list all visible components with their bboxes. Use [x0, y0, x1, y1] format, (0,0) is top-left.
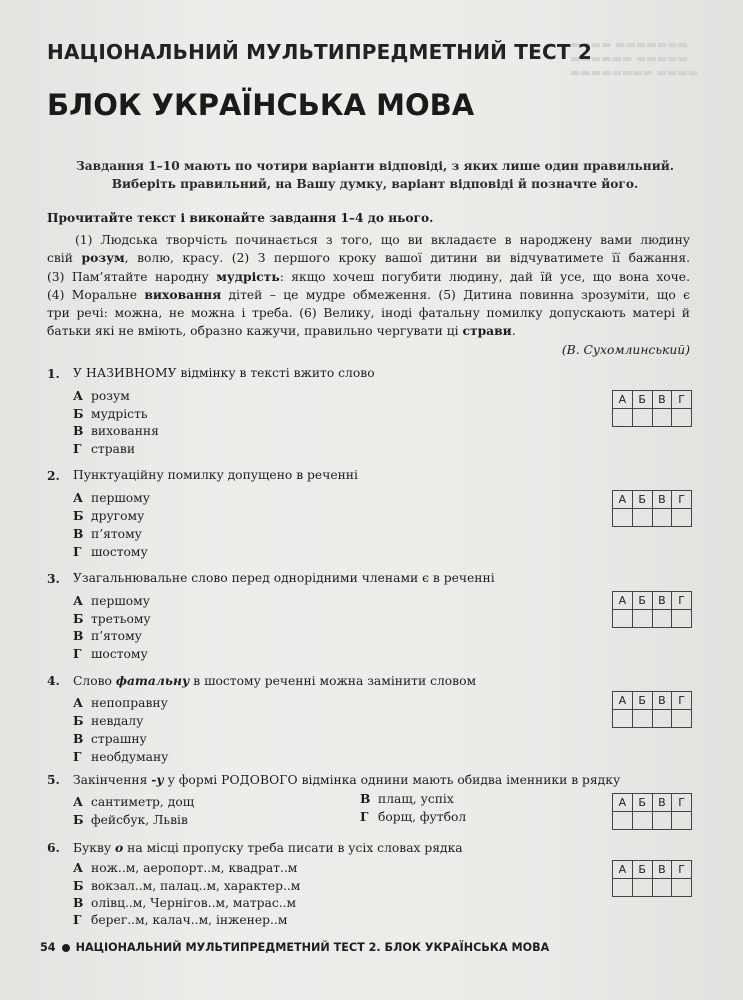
answer-cell-v[interactable]	[652, 409, 672, 427]
option-v[interactable]: В олівц..м, Чернігов..м, матрас..м	[73, 895, 297, 910]
grid-header: А	[613, 794, 633, 812]
answer-cell-g[interactable]	[672, 509, 692, 527]
grid-header: А	[613, 391, 633, 409]
answer-grid	[612, 390, 692, 427]
grid-header: Г	[672, 491, 692, 509]
passage-line: три речі: можна, не можна і треба. (6) Велику, іноді фатальну помилку допускають матері й	[47, 306, 690, 321]
option-a[interactable]: А першому	[73, 490, 150, 505]
option-b[interactable]: Б фейсбук, Львів	[73, 812, 188, 827]
reading-prompt: Прочитайте текст і виконайте завдання 1–4 до нього.	[47, 211, 434, 225]
grid-header: В	[652, 861, 672, 879]
answer-cell-b[interactable]	[632, 610, 652, 628]
answer-cell-b[interactable]	[632, 509, 652, 527]
answer-cell-a[interactable]	[613, 879, 633, 897]
keyword: мудрість	[216, 268, 280, 284]
answer-cell-b[interactable]	[632, 409, 652, 427]
option-b[interactable]: Б вокзал..м, палац..м, характер..м	[73, 878, 301, 893]
answer-cell-a[interactable]	[613, 409, 633, 427]
test-title: НАЦІОНАЛЬНИЙ МУЛЬТИПРЕДМЕТНИЙ ТЕСТ 2	[47, 40, 592, 64]
grid-header: В	[652, 592, 672, 610]
grid-header: В	[652, 794, 672, 812]
answer-cell-b[interactable]	[632, 710, 652, 728]
answer-cell-v[interactable]	[652, 710, 672, 728]
grid-header: Б	[632, 592, 652, 610]
question-stem: Закінчення -у у формі РОДОВОГО відмінка однини мають обидва іменники в рядку	[73, 772, 621, 787]
question-stem: Букву о на місці пропуску треба писати в усіх словах рядка	[73, 840, 463, 855]
answer-cell-a[interactable]	[613, 610, 633, 628]
grid-header: А	[613, 491, 633, 509]
option-b[interactable]: Б третьому	[73, 611, 151, 626]
question-number: 1.	[47, 366, 60, 381]
option-a[interactable]: А сантиметр, дощ	[73, 794, 195, 809]
option-b[interactable]: Б мудрість	[73, 406, 148, 421]
grid-header: А	[613, 861, 633, 879]
passage-line: батьки які не вміють, образно кажучи, правильно чергувати ці страви.	[47, 323, 516, 339]
answer-cell-b[interactable]	[632, 812, 652, 830]
option-g[interactable]: Г борщ, футбол	[360, 809, 467, 824]
option-v[interactable]: В виховання	[73, 423, 159, 438]
answer-cell-a[interactable]	[613, 509, 633, 527]
question-stem: Пунктуаційну помилку допущено в реченні	[73, 468, 358, 482]
passage-line: (4) Моральне виховання дітей – це мудре обмеження. (5) Дитина повинна зрозуміти, що є	[47, 286, 690, 302]
keyword: розум	[81, 250, 125, 266]
footer-text: НАЦІОНАЛЬНИЙ МУЛЬТИПРЕДМЕТНИЙ ТЕСТ 2. БЛОК УКРАЇНСЬКА МОВА	[75, 941, 550, 954]
answer-cell-g[interactable]	[672, 812, 692, 830]
instructions-line-1: Завдання 1–10 мають по чотири варіанти відповіді, з яких лише один правильний.	[75, 159, 675, 173]
grid-header: Б	[632, 794, 652, 812]
option-v[interactable]: В п’ятому	[73, 628, 142, 643]
keyword: виховання	[144, 286, 222, 302]
option-a[interactable]: А розум	[73, 388, 130, 403]
grid-header: Г	[672, 391, 692, 409]
answer-cell-g[interactable]	[672, 610, 692, 628]
grid-header: Г	[672, 692, 692, 710]
option-a[interactable]: А першому	[73, 593, 150, 608]
page-footer	[40, 941, 549, 954]
answer-grid	[612, 490, 692, 527]
answer-cell-g[interactable]	[672, 409, 692, 427]
answer-cell-a[interactable]	[613, 812, 633, 830]
answer-grid	[612, 591, 692, 628]
question-stem: Узагальнювальне слово перед однорідними членами є в реченні	[73, 571, 495, 585]
grid-header: Г	[672, 861, 692, 879]
question-stem: Слово фатальну в шостому реченні можна замінити словом	[73, 673, 477, 688]
option-g[interactable]: Г шостому	[73, 544, 148, 559]
grid-header: В	[652, 391, 672, 409]
answer-cell-a[interactable]	[613, 710, 633, 728]
answer-cell-v[interactable]	[652, 812, 672, 830]
passage-line: свій розум, волю, красу. (2) З першого кроку вашої дитини ви відчуватимете її бажання.	[47, 250, 690, 266]
grid-header: В	[652, 491, 672, 509]
option-a[interactable]: А непоправну	[73, 695, 168, 710]
option-g[interactable]: Г шостому	[73, 646, 148, 661]
answer-grid	[612, 793, 692, 830]
answer-cell-g[interactable]	[672, 879, 692, 897]
option-g[interactable]: Г необдуману	[73, 749, 169, 764]
answer-cell-g[interactable]	[672, 710, 692, 728]
option-g[interactable]: Г страви	[73, 441, 136, 456]
question-number: 6.	[47, 840, 60, 855]
question-number: 3.	[47, 571, 60, 586]
answer-cell-v[interactable]	[652, 610, 672, 628]
option-v[interactable]: В п’ятому	[73, 526, 142, 541]
grid-header: А	[613, 692, 633, 710]
option-a[interactable]: А нож..м, аеропорт..м, квадрат..м	[73, 860, 298, 875]
grid-header: В	[652, 692, 672, 710]
option-v[interactable]: В плащ, успіх	[360, 791, 454, 806]
answer-cell-v[interactable]	[652, 879, 672, 897]
grid-header: Г	[672, 592, 692, 610]
answer-grid	[612, 860, 692, 897]
keyword: страви	[462, 323, 512, 339]
passage-line: (1) Людська творчість починається з того, що ви вкладаєте в народжену вами людину	[75, 233, 690, 247]
question-number: 4.	[47, 673, 60, 688]
grid-header: Б	[632, 391, 652, 409]
option-v[interactable]: В страшну	[73, 731, 147, 746]
grid-header: Б	[632, 861, 652, 879]
answer-cell-b[interactable]	[632, 879, 652, 897]
question-stem: У НАЗИВНОМУ відмінку в тексті вжито слово	[73, 366, 375, 380]
option-g[interactable]: Г берег..м, калач..м, інженер..м	[73, 912, 288, 927]
passage-line: (3) Пам’ятайте народну мудрість: якщо хочеш погубити людину, дай їй усе, що вона хоче.	[47, 268, 690, 284]
bleed-through-text: ▬▬▬▬ ▬▬▬▬▬▬▬ ▬▬▬▬▬▬ ▬▬▬▬▬ ▬▬▬▬▬▬▬▬ ▬▬▬▬	[570, 38, 699, 79]
grid-header: Г	[672, 794, 692, 812]
grid-header: Б	[632, 692, 652, 710]
option-b[interactable]: Б другому	[73, 508, 145, 523]
question-number: 5.	[47, 772, 60, 787]
option-b[interactable]: Б невдалу	[73, 713, 144, 728]
bullet-icon	[62, 944, 70, 952]
page-number: 54	[40, 941, 56, 954]
answer-cell-v[interactable]	[652, 509, 672, 527]
passage	[47, 231, 690, 359]
grid-header: Б	[632, 491, 652, 509]
grid-header: А	[613, 592, 633, 610]
passage-author: (В. Сухомлинський)	[561, 342, 690, 357]
block-title: БЛОК УКРАЇНСЬКА МОВА	[47, 88, 475, 122]
answer-grid	[612, 691, 692, 728]
instructions-line-2: Виберіть правильний, на Вашу думку, варіант відповіді й позначте його.	[111, 177, 639, 191]
question-number: 2.	[47, 468, 60, 483]
